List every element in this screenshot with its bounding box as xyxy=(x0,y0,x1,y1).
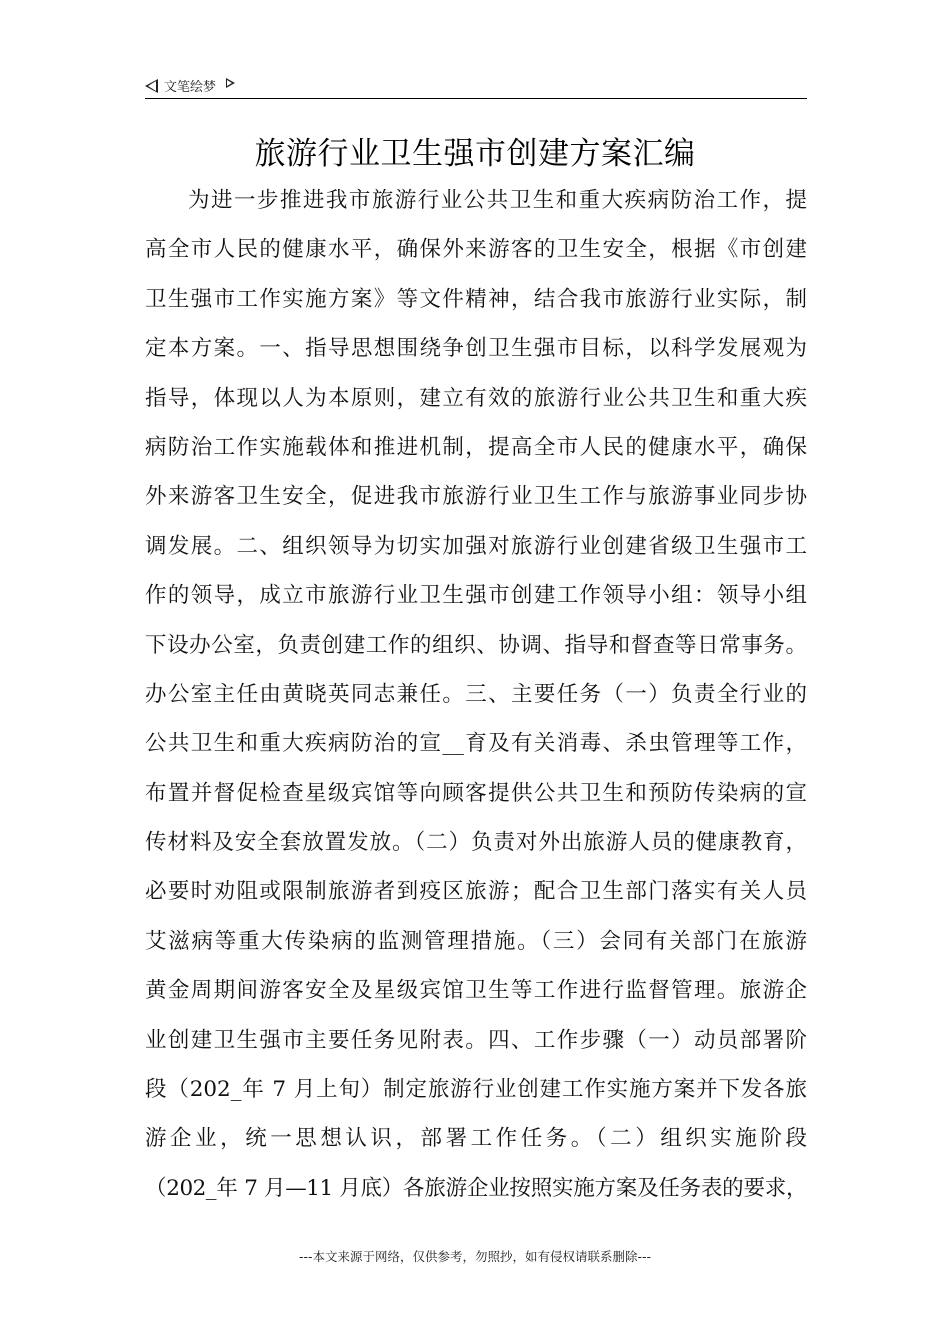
body-line: 作的领导，成立市旅游行业卫生强市创建工作领导小组：领导小组 xyxy=(145,583,807,609)
body-line: 布置并督促检查星级宾馆等向顾客提供公共卫生和预防传染病的宣 xyxy=(145,780,807,806)
page-header xyxy=(145,72,807,99)
body-line: 指导，体现以人为本原则，建立有效的旅游行业公共卫生和重大疾 xyxy=(145,385,807,411)
body-line: 段（202_年 7 月上旬）制定旅游行业创建工作实施方案并下发各旅 xyxy=(145,1077,807,1103)
body-line: 必要时劝阻或限制旅游者到疫区旅游；配合卫生部门落实有关人员 xyxy=(145,879,807,905)
body-line: 定本方案。一、指导思想围绕争创卫生强市目标，以科学发展观为 xyxy=(145,336,807,362)
document-body xyxy=(145,176,807,1213)
body-line: （202_年 7 月—11 月底）各旅游企业按照实施方案及任务表的要求， xyxy=(145,1175,807,1201)
triangle-left-icon xyxy=(145,79,158,93)
page-footer-disclaimer: ---本文来源于网络，仅供参考，勿照抄，如有侵权请联系删除--- xyxy=(298,1249,652,1264)
body-line: 下设办公室，负责创建工作的组织、协调、指导和督查等日常事务。 xyxy=(145,632,807,658)
body-line: 调发展。二、组织领导为切实加强对旅游行业创建省级卫生强市工 xyxy=(145,533,807,559)
body-line: 业创建卫生强市主要任务见附表。四、工作步骤（一）动员部署阶 xyxy=(145,1027,807,1053)
header-brand xyxy=(145,76,235,95)
document-title: 旅游行业卫生强市创建方案汇编 xyxy=(254,136,696,172)
body-line: 游企业，统一思想认识，部署工作任务。（二）组织实施阶段 xyxy=(145,1126,807,1152)
body-line: 公共卫生和重大疾病防治的宣__育及有关消毒、杀虫管理等工作， xyxy=(145,731,807,757)
body-line: 为进一步推进我市旅游行业公共卫生和重大疾病防治工作，提 xyxy=(188,188,807,213)
body-line: 黄金周期间游客安全及星级宾馆卫生等工作进行监督管理。旅游企 xyxy=(145,978,807,1004)
header-brand-text: 文笔绘梦 xyxy=(164,80,217,95)
body-line: 高全市人民的健康水平，确保外来游客的卫生安全，根据《市创建 xyxy=(145,237,807,263)
body-line: 办公室主任由黄晓英同志兼任。三、主要任务（一）负责全行业的 xyxy=(145,681,807,707)
body-line: 外来游客卫生安全，促进我市旅游行业卫生工作与旅游事业同步协 xyxy=(145,484,807,510)
body-line: 艾滋病等重大传染病的监测管理措施。（三）会同有关部门在旅游 xyxy=(145,928,807,954)
triangle-right-icon xyxy=(226,78,235,88)
body-line: 病防治工作实施载体和推进机制，提高全市人民的健康水平，确保 xyxy=(145,434,807,460)
body-line: 卫生强市工作实施方案》等文件精神，结合我市旅游行业实际，制 xyxy=(145,286,807,312)
body-line: 传材料及安全套放置发放。（二）负责对外出旅游人员的健康教育， xyxy=(145,830,807,856)
